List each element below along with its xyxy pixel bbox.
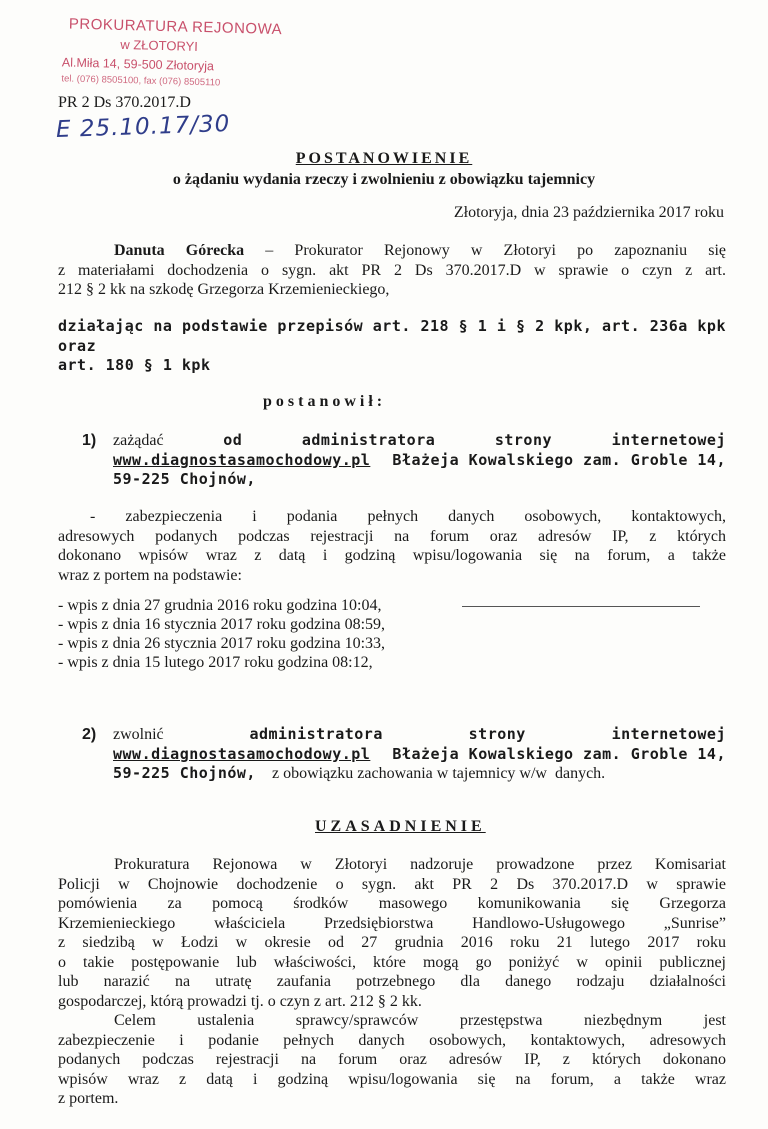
document-subtitle: o żądaniu wydania rzeczy i zwolnieniu z obowiązku tajemnicy xyxy=(172,171,596,188)
justification-line: Celem ustalenia sprawcy/sprawców przestępstwa niezbędnym jest xyxy=(114,1012,726,1029)
point-1-line xyxy=(113,431,726,451)
justification-para-2 xyxy=(58,1011,726,1109)
justification-line: podanych podczas rejestracji na forum oraz adresów IP, z których dokonano xyxy=(58,1051,726,1068)
point-word: strony xyxy=(468,725,526,743)
point-number: 2) xyxy=(82,726,97,743)
point-2-line xyxy=(113,745,726,765)
admin-name: Błażeja Kowalskiego zam. Groble 14, xyxy=(392,450,726,469)
point-word: internetowej xyxy=(611,725,726,743)
intro-paragraph xyxy=(58,241,726,300)
legal-basis-line: działając na podstawie przepisów art. 218 § 1 i § 2 kpk, art. 236a kpk oraz xyxy=(58,317,726,355)
justification-line: wpisów wraz z datą i godziną wpisu/logowania się na forum, a także wraz xyxy=(58,1070,726,1088)
justification-line: z siedzibą w Łodzi w okresie od 27 grudnia 2016 roku 21 lutego 2017 roku xyxy=(58,934,726,951)
handwritten-note: E 25.10.17/30 xyxy=(55,110,231,144)
intro-line xyxy=(58,241,726,261)
body-line: adresowych podanych podczas rejestracji na forum oraz adresów IP, z których xyxy=(58,527,726,545)
entry-item: - wpis z dnia 16 stycznia 2017 roku godzina 08:59, xyxy=(58,616,386,633)
prosecutor-name: Danuta Górecka xyxy=(114,242,245,259)
point-word: od xyxy=(223,431,243,449)
justification-line: gospodarczej, którą prowadzi tj. o czyn z art. 212 § 2 kk. xyxy=(58,992,422,1010)
point-number: 1) xyxy=(82,432,97,449)
justification-heading: UZASADNIENIE xyxy=(315,818,486,835)
point-2-line xyxy=(113,764,726,784)
point-1-body xyxy=(58,507,726,585)
entry-item: - wpis z dnia 15 lutego 2017 roku godzina 08:12, xyxy=(58,654,373,671)
stamp-line: Al.Miła 14, 59-500 Złotoryja xyxy=(61,55,215,74)
legal-basis-line: art. 180 § 1 kpk xyxy=(58,356,211,374)
stamp-line: PROKURATURA REJONOWA xyxy=(68,15,283,39)
stamp-line: tel. (076) 8505100, fax (076) 8505110 xyxy=(61,73,221,89)
entry-item: - wpis z dnia 26 stycznia 2017 roku godzina 10:33, xyxy=(58,635,386,652)
justification-line: o takie postępowanie lub właściwości, które mogą go poniżyć w opinii publicznej xyxy=(58,953,726,971)
justification-line: lub narazić na utratę zaufania potrzebnego dla danego rodzaju działalności xyxy=(58,973,726,990)
point-2 xyxy=(113,725,726,784)
point-2-line xyxy=(113,725,726,745)
website-link[interactable]: www.diagnostasamochodowy.pl xyxy=(113,450,371,469)
point-word: internetowej xyxy=(611,431,726,449)
intro-text: – Prokurator Rejonowy w Złotoryi po zapoznaniu się xyxy=(244,242,726,259)
justification-line: Krzemienieckiego właściciela Przedsiębiorstwa Handlowo-Usługowego „Sunrise” xyxy=(58,914,726,932)
point-1-line: 59-225 Chojnów, xyxy=(113,470,256,488)
admin-city: 59-225 Chojnów, xyxy=(113,764,256,782)
point-1-line xyxy=(113,451,726,471)
point-1 xyxy=(113,431,726,490)
strike-line xyxy=(462,606,700,607)
point-word: administratora xyxy=(301,431,436,449)
point-2-text: z obowiązku zachowania w tajemnicy w/w danych. xyxy=(255,765,606,782)
body-line: - zabezpieczenia i podania pełnych danych osobowych, kontaktowych, xyxy=(90,508,726,525)
intro-line: 212 § 2 kk na szkodę Grzegorza Krzemienieckiego, xyxy=(58,281,390,298)
justification-line: Policji w Chojnowie dochodzenie o sygn. akt PR 2 Ds 370.2017.D w sprawie xyxy=(58,875,726,893)
document-title: POSTANOWIENIE xyxy=(295,150,473,167)
body-line: wraz z portem na podstawie: xyxy=(58,566,242,584)
point-word: zwolnić xyxy=(113,726,164,743)
admin-name: Błażeja Kowalskiego zam. Groble 14, xyxy=(392,744,726,763)
decision-heading: postanowił: xyxy=(263,393,387,410)
justification-line: z portem. xyxy=(58,1090,119,1107)
place-and-date: Złotoryja, dnia 23 października 2017 roku xyxy=(453,204,724,221)
justification-line: zabezpieczenie i podanie pełnych danych osobowych, kontaktowych, adresowych xyxy=(58,1031,726,1049)
website-link[interactable]: www.diagnostasamochodowy.pl xyxy=(113,744,371,763)
point-word: strony xyxy=(494,431,553,449)
point-word: administratora xyxy=(249,725,383,743)
office-stamp xyxy=(57,15,283,102)
point-word: zażądać xyxy=(113,432,164,449)
case-reference: PR 2 Ds 370.2017.D xyxy=(58,94,191,111)
stamp-line: w ZŁOTORYI xyxy=(120,36,199,54)
justification-para-1 xyxy=(58,855,726,1011)
justification-line: pomówienia za pomocą środków masowego komunikowania się Grzegorza xyxy=(58,895,726,912)
justification-line: Prokuratura Rejonowa w Złotoryi nadzoruje prowadzone przez Komisariat xyxy=(114,856,726,873)
entry-item: - wpis z dnia 27 grudnia 2016 roku godzina 10:04, xyxy=(58,597,382,614)
legal-basis xyxy=(58,317,726,376)
body-line: dokonano wpisów wraz z datą i godziną wpisu/logowania się na forum, a także xyxy=(58,547,726,564)
intro-line: z materiałami dochodzenia o sygn. akt PR 2 Ds 370.2017.D w sprawie o czyn z art. xyxy=(58,261,726,279)
